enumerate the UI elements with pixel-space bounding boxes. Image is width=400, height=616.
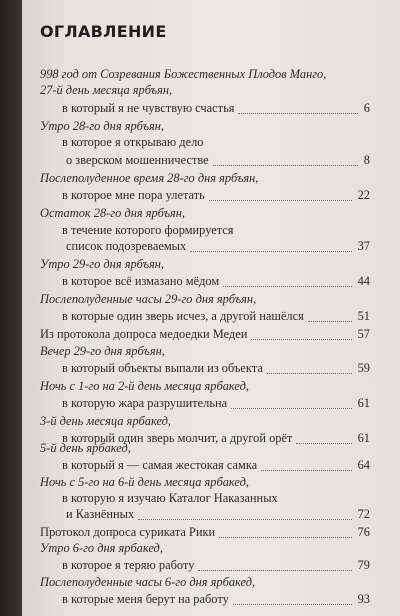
toc-page-number: 64 <box>357 458 370 472</box>
toc-page-number: 22 <box>357 188 370 202</box>
toc-entry <box>0 273 400 290</box>
toc-entry <box>0 490 400 507</box>
dot-leader <box>231 407 351 409</box>
toc-entry <box>0 118 400 135</box>
toc-entry <box>0 413 400 430</box>
toc-entry <box>0 238 400 255</box>
dot-leader <box>209 199 352 201</box>
toc-entry <box>0 326 400 343</box>
toc-entry-text: в которую я изучаю Каталог Наказанных <box>62 491 278 505</box>
dot-leader <box>198 569 351 571</box>
toc-entry <box>0 591 400 608</box>
toc-entry-text: в которое я открываю дело <box>62 135 204 149</box>
toc-entry <box>0 256 400 273</box>
toc-page-number: 44 <box>357 274 370 288</box>
toc-entry <box>0 291 400 308</box>
dot-leader <box>213 164 358 166</box>
toc-entry <box>0 395 400 412</box>
toc-entry-text: в которую жара разрушительна <box>62 396 228 410</box>
toc-page-number: 8 <box>363 153 370 167</box>
toc-entry-text: Утро 28-го дня ярбъян, <box>40 119 165 133</box>
toc-entry <box>0 205 400 222</box>
toc-entry <box>0 474 400 491</box>
toc-entry <box>0 343 400 360</box>
toc-entry-text: Остаток 28-го дня ярбъян, <box>40 206 186 220</box>
toc-entry-text: 998 год от Созревания Божественных Плодов Манго, <box>40 67 327 81</box>
toc-entry-text: список подозреваемых <box>66 239 187 253</box>
toc-entry <box>0 540 400 557</box>
toc-entry-text: Послеполуденное время 28-го дня ярбъян, <box>40 171 259 185</box>
toc-entry-text: о зверском мошенничестве <box>66 153 209 167</box>
dot-leader <box>219 536 352 538</box>
toc-entry-text: в которое всё измазано мёдом <box>62 274 220 288</box>
toc-page-number: 76 <box>357 525 370 539</box>
toc-entry-text: в которые меня берут на работу <box>62 592 229 606</box>
toc-entry-text: в течение которого формируется <box>62 223 234 237</box>
toc-entry <box>0 457 400 474</box>
toc-entry-text: 3-й день месяца ярбакед, <box>40 414 171 428</box>
dot-leader <box>233 603 352 605</box>
toc-entry <box>0 134 400 151</box>
toc-entry-text: Ночь с 1-го на 2-й день месяца ярбакед, <box>40 379 249 393</box>
toc-page-number: 72 <box>357 507 370 521</box>
toc-entry <box>0 100 400 117</box>
toc-entry <box>0 574 400 591</box>
toc-entry-text: 27-й день месяца ярбъян, <box>40 83 173 97</box>
toc-entry <box>0 187 400 204</box>
toc-page-number: 6 <box>363 101 370 115</box>
toc-entry-text: Вечер 29-го дня ярбъян, <box>40 344 165 358</box>
toc-entry <box>0 152 400 169</box>
toc-entry-text: в который объекты выпали из объекта <box>62 361 263 375</box>
toc-entry-text: Послеполуденные часы 6-го дня ярбакед, <box>40 575 256 589</box>
dot-leader <box>261 469 351 471</box>
toc-entry-text: Утро 29-го дня ярбъян, <box>40 257 165 271</box>
dot-leader <box>138 518 351 520</box>
toc-entry-text: в который я не чувствую счастья <box>62 101 235 115</box>
toc-page-number: 51 <box>357 309 370 323</box>
toc-entry-text: Из протокола допроса медоедки Медеи <box>40 327 248 341</box>
toc-entry-text: Утро 6-го дня ярбакед, <box>40 541 163 555</box>
toc-entry-text: 5-й день ярбакед, <box>40 441 131 455</box>
toc-page-number: 61 <box>357 431 370 445</box>
dot-leader <box>308 320 352 322</box>
toc-page-number: 61 <box>357 396 370 410</box>
toc-entry-text: Протокол допроса суриката Рики <box>40 525 216 539</box>
dot-leader <box>190 250 351 252</box>
dot-leader <box>267 372 352 374</box>
toc-entry <box>0 524 400 541</box>
toc-entry-text: и Казнённых <box>66 507 135 521</box>
toc-entry <box>0 170 400 187</box>
toc-entry-text: в которое я теряю работу <box>62 558 195 572</box>
toc-entry <box>0 440 400 457</box>
toc-page-number: 59 <box>357 361 370 375</box>
toc-entry <box>0 82 400 99</box>
toc-entry-text: в который я — самая жестокая самка <box>62 458 258 472</box>
toc-entry <box>0 378 400 395</box>
toc-entry <box>0 222 400 239</box>
toc-entry-text: Послеполуденные часы 29-го дня ярбъян, <box>40 292 257 306</box>
toc-page-number: 37 <box>357 239 370 253</box>
toc-entry <box>0 308 400 325</box>
dot-leader <box>238 112 357 114</box>
toc-entry <box>0 557 400 574</box>
dot-leader <box>251 338 351 340</box>
toc-entry <box>0 66 400 83</box>
toc-entry <box>0 360 400 377</box>
toc-entry-text: в которые один зверь исчез, а другой нашёлся <box>62 309 304 323</box>
toc-page-number: 93 <box>357 592 370 606</box>
toc-page-number: 79 <box>357 558 370 572</box>
toc-page-number: 57 <box>357 327 370 341</box>
dot-leader <box>223 285 351 287</box>
toc-entry-text: в который один зверь молчит, а другой орёт <box>62 431 293 445</box>
toc-entry <box>0 506 400 523</box>
page-title: ОГЛАВЛЕНИЕ <box>40 22 167 41</box>
toc-entry-text: Ночь с 5-го на 6-й день месяца ярбакед, <box>40 475 249 489</box>
toc-entry-text: в которое мне пора улетать <box>62 188 205 202</box>
